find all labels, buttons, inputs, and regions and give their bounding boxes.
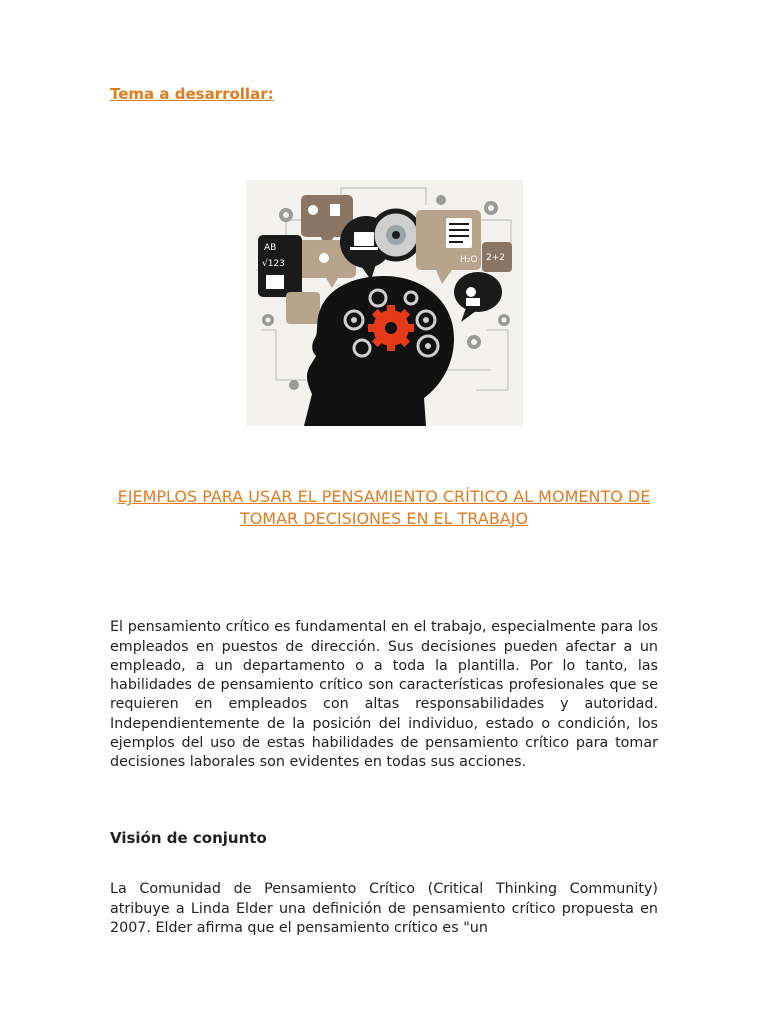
h2o-text: H₂O — [460, 255, 478, 265]
section-heading: Visión de conjunto — [110, 829, 267, 847]
intro-paragraph: El pensamiento crítico es fundamental en el trabajo, especialmente para los empleados en puestos de dirección. Sus decisiones pueden afectar a un empleado, a un departamento o a toda la plantilla. Por lo tanto, las habilidades de pensamiento crítico son características profesionales que se requieren en empleados con altas responsabilidades y autoridad. Independientemente de la posición del individuo, estado o condición, los ejemplos del uso de estas habilidades de pensamiento crítico para tomar decisiones laborales son evidentes en todas sus acciones. — [110, 619, 658, 771]
document-title: EJEMPLOS PARA USAR EL PENSAMIENTO CRÍTICO AL MOMENTO DE TOMAR DECISIONES EN EL TRABAJO — [117, 487, 651, 528]
body-paragraph: La Comunidad de Pensamiento Crítico (Critical Thinking Community) atribuye a Linda Elder una definición de pensamiento crítico propuesta en 2007. Elder afirma que el pensamiento crítico es "un — [110, 881, 658, 936]
sqrt-text: √123 — [262, 259, 285, 269]
topic-label: Tema a desarrollar: — [110, 85, 274, 103]
head-with-gears-illustration — [246, 180, 523, 426]
ab-letters-text: AB — [264, 243, 277, 253]
math-text: 2+2 — [486, 253, 505, 263]
